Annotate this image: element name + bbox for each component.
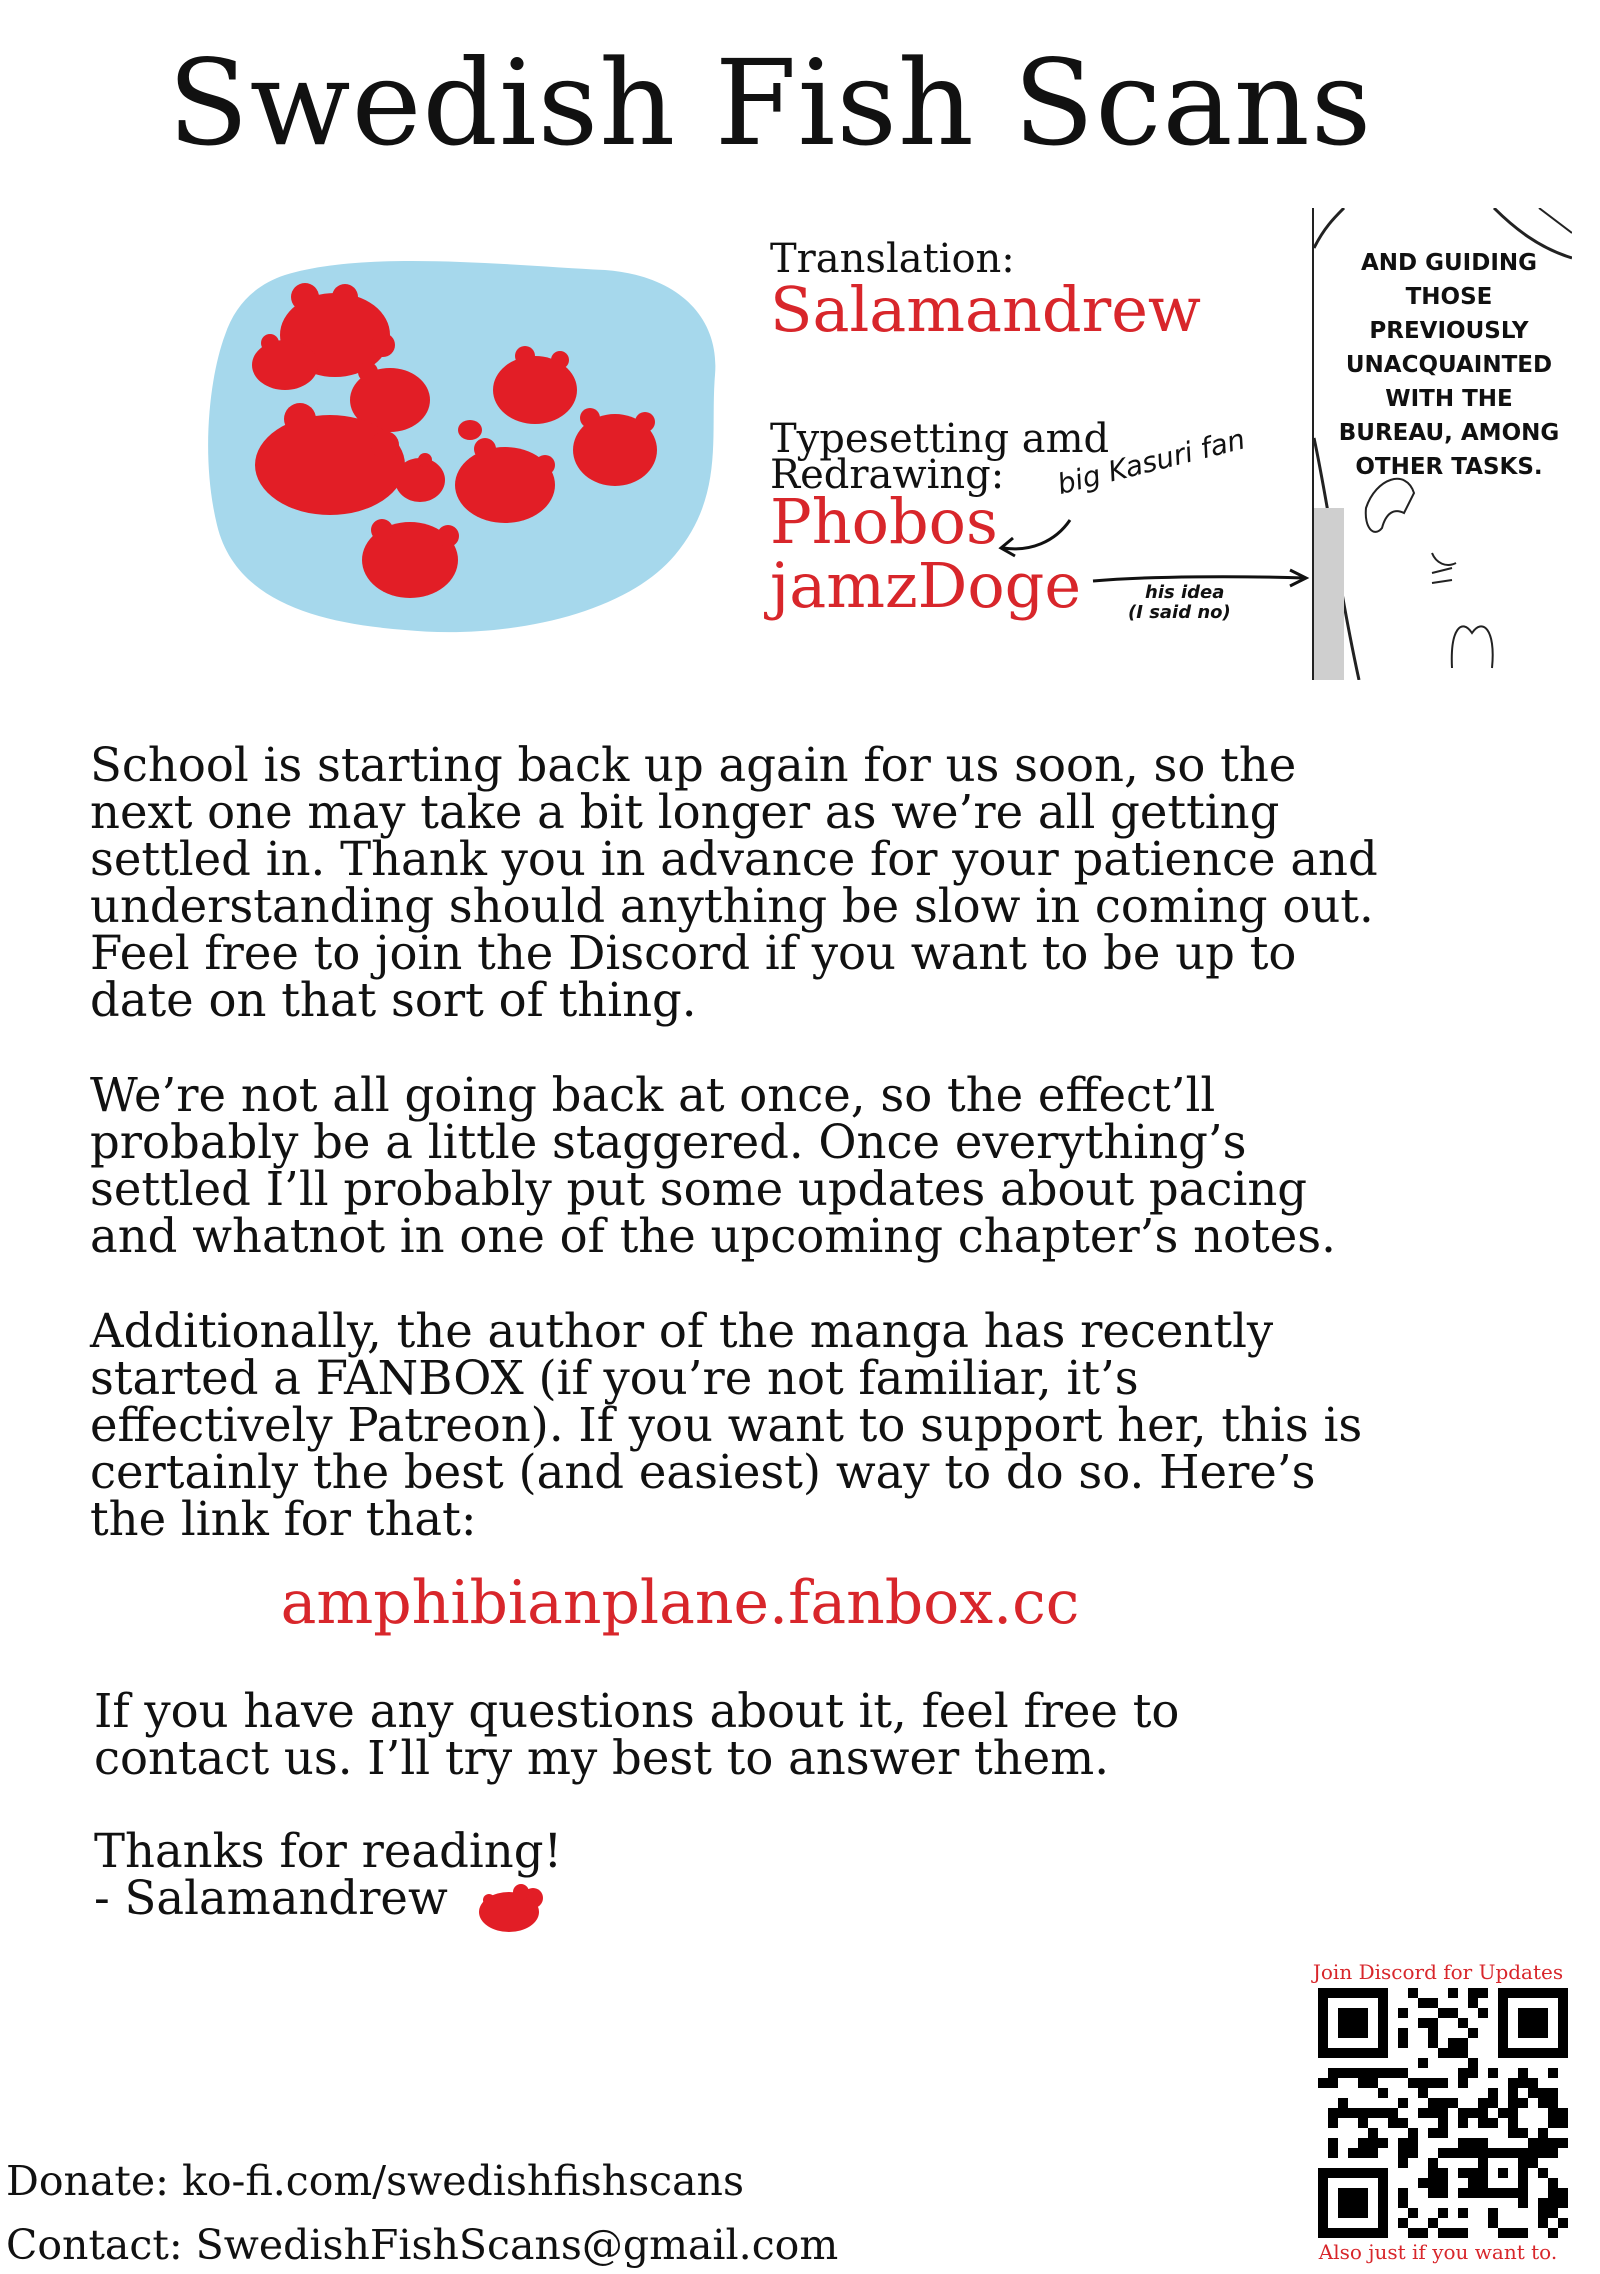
qr-module bbox=[1368, 2068, 1378, 2078]
body-line: Feel free to join the Discord if you want to be up to bbox=[90, 926, 1297, 980]
qr-module bbox=[1458, 2168, 1468, 2178]
qr-module bbox=[1438, 2148, 1448, 2158]
qr-module bbox=[1418, 2228, 1428, 2238]
qr-module bbox=[1418, 2088, 1428, 2098]
qr-module bbox=[1418, 2058, 1428, 2068]
qr-caption-top: Join Discord for Updates bbox=[1312, 1960, 1564, 1984]
qr-module bbox=[1438, 2178, 1448, 2188]
body-line: settled in. Thank you in advance for your patience and bbox=[90, 832, 1378, 886]
qr-module bbox=[1418, 2108, 1428, 2118]
qr-module bbox=[1378, 2138, 1388, 2148]
qr-module bbox=[1408, 1988, 1418, 1998]
qr-module bbox=[1478, 1988, 1488, 1998]
contact-line[interactable]: Contact: SwedishFishScans@gmail.com bbox=[6, 2221, 839, 2269]
qr-module bbox=[1428, 2188, 1438, 2198]
qr-module bbox=[1508, 2128, 1518, 2138]
typesetter-name-phobos: Phobos bbox=[770, 485, 998, 558]
qr-module bbox=[1518, 2098, 1528, 2108]
qr-module bbox=[1468, 2178, 1478, 2188]
qr-module bbox=[1418, 2178, 1428, 2188]
qr-module bbox=[1458, 2138, 1468, 2148]
qr-module bbox=[1458, 2188, 1468, 2198]
qr-module bbox=[1558, 2198, 1568, 2208]
qr-module bbox=[1478, 2098, 1488, 2108]
qr-module bbox=[1508, 2078, 1518, 2088]
qr-module bbox=[1488, 2088, 1498, 2098]
qr-module bbox=[1428, 2028, 1438, 2038]
qr-module bbox=[1438, 2078, 1448, 2088]
body-line: started a FANBOX (if you’re not familiar, it’s bbox=[90, 1351, 1139, 1405]
qr-module bbox=[1558, 2138, 1568, 2148]
qr-module bbox=[1468, 1998, 1478, 2008]
qr-module bbox=[1518, 2008, 1548, 2038]
qr-module bbox=[1408, 2128, 1418, 2138]
manga-speech-line: PREVIOUSLY bbox=[1369, 318, 1529, 344]
qr-module bbox=[1338, 2188, 1368, 2218]
body-line: effectively Patreon). If you want to support her, this is bbox=[90, 1398, 1363, 1452]
qr-module bbox=[1468, 2148, 1478, 2158]
qr-module bbox=[1368, 2108, 1378, 2118]
qr-module bbox=[1428, 2218, 1438, 2228]
qr-module bbox=[1458, 2208, 1468, 2218]
qr-module bbox=[1408, 2228, 1418, 2238]
body-line: Additionally, the author of the manga has recently bbox=[90, 1304, 1274, 1358]
qr-module bbox=[1398, 2038, 1408, 2048]
arrow-icon bbox=[995, 512, 1075, 562]
note-jamz-line2: (I said no) bbox=[1128, 602, 1231, 623]
qr-module bbox=[1348, 2148, 1358, 2158]
qr-module bbox=[1328, 2138, 1338, 2148]
qr-module bbox=[1508, 2108, 1518, 2118]
body-line: probably be a little staggered. Once everything’s bbox=[90, 1115, 1247, 1169]
qr-module bbox=[1488, 2068, 1498, 2078]
note-phobos: big Kasuri fan bbox=[1054, 422, 1249, 501]
qr-module bbox=[1548, 2198, 1558, 2208]
qr-module bbox=[1478, 2008, 1488, 2018]
qr-module bbox=[1538, 2088, 1548, 2098]
qr-module bbox=[1538, 2198, 1548, 2208]
qr-module bbox=[1498, 2108, 1508, 2118]
manga-speech-text bbox=[1326, 246, 1572, 484]
qr-module bbox=[1508, 2098, 1518, 2108]
qr-module bbox=[1328, 2108, 1338, 2118]
qr-module bbox=[1528, 2148, 1538, 2158]
qr-module bbox=[1428, 2018, 1438, 2028]
qr-module bbox=[1398, 2198, 1408, 2208]
qr-module bbox=[1438, 2118, 1448, 2128]
qr-module bbox=[1338, 2068, 1348, 2078]
qr-module bbox=[1478, 2118, 1488, 2128]
qr-module bbox=[1428, 2098, 1438, 2108]
qr-module bbox=[1398, 2138, 1408, 2148]
body-line: and whatnot in one of the upcoming chapter’s notes. bbox=[90, 1209, 1336, 1263]
qr-module bbox=[1358, 2108, 1368, 2118]
qr-module bbox=[1408, 2078, 1418, 2088]
manga-speech-line: THOSE bbox=[1405, 284, 1493, 310]
qr-module bbox=[1398, 2118, 1408, 2128]
manga-speech-line: UNACQUAINTED bbox=[1345, 352, 1553, 378]
qr-module bbox=[1548, 2178, 1558, 2188]
qr-module bbox=[1488, 2208, 1498, 2218]
qr-module bbox=[1358, 2148, 1368, 2158]
qr-module bbox=[1398, 2008, 1408, 2018]
translation-label: Translation: bbox=[770, 236, 1015, 282]
qr-module bbox=[1398, 2068, 1408, 2078]
qr-caption-bottom: Also just if you want to. bbox=[1318, 2240, 1558, 2264]
qr-module bbox=[1458, 2108, 1468, 2118]
qr-module bbox=[1548, 2118, 1558, 2128]
body-paragraph-4 bbox=[94, 1684, 1534, 1785]
qr-module bbox=[1508, 2118, 1518, 2128]
qr-module bbox=[1558, 2118, 1568, 2128]
qr-module bbox=[1488, 2118, 1498, 2128]
qr-module bbox=[1468, 2068, 1478, 2078]
qr-module bbox=[1468, 2138, 1478, 2148]
qr-module bbox=[1358, 2078, 1368, 2088]
manga-panel bbox=[1312, 208, 1572, 680]
qr-module bbox=[1458, 2038, 1468, 2048]
fish-icon bbox=[475, 1882, 555, 1934]
qr-module bbox=[1428, 2158, 1438, 2168]
qr-module bbox=[1528, 2138, 1538, 2148]
qr-module bbox=[1538, 2138, 1548, 2148]
body-line: next one may take a bit longer as we’re all getting bbox=[90, 785, 1280, 839]
qr-module bbox=[1538, 2128, 1548, 2138]
fish bbox=[573, 408, 657, 486]
body-line: certainly the best (and easiest) way to do so. Here’s bbox=[90, 1445, 1316, 1499]
qr-module bbox=[1488, 2098, 1498, 2108]
qr-module bbox=[1408, 2148, 1418, 2158]
donate-line[interactable]: Donate: ko-fi.com/swedishfishscans bbox=[6, 2157, 744, 2205]
qr-module bbox=[1438, 2188, 1448, 2198]
qr-module bbox=[1548, 2138, 1558, 2148]
signoff-line: - Salamandrew bbox=[94, 1871, 448, 1925]
body-line: understanding should anything be slow in coming out. bbox=[90, 879, 1374, 933]
qr-module bbox=[1558, 2108, 1568, 2118]
body-paragraph-3 bbox=[90, 1304, 1530, 1546]
typesetting-label-line2: Redrawing: bbox=[770, 452, 1005, 498]
qr-module bbox=[1448, 1988, 1458, 1998]
qr-module bbox=[1398, 2188, 1408, 2198]
qr-module bbox=[1388, 2068, 1398, 2078]
qr-module bbox=[1428, 2178, 1438, 2188]
qr-module bbox=[1358, 2138, 1368, 2148]
qr-module bbox=[1488, 2218, 1498, 2228]
qr-module bbox=[1458, 2228, 1468, 2238]
qr-module bbox=[1338, 2098, 1348, 2108]
qr-module bbox=[1478, 2108, 1488, 2118]
qr-module bbox=[1428, 2108, 1438, 2118]
body-line: date on that sort of thing. bbox=[90, 973, 697, 1027]
qr-module bbox=[1378, 2088, 1388, 2098]
qr-module bbox=[1478, 2138, 1488, 2148]
qr-module bbox=[1458, 2148, 1468, 2158]
qr-module bbox=[1558, 2218, 1568, 2228]
qr-module bbox=[1518, 2198, 1528, 2208]
body-paragraph-2 bbox=[90, 1068, 1530, 1263]
fish-pond-illustration bbox=[205, 255, 725, 645]
qr-module bbox=[1428, 2128, 1438, 2138]
qr-module bbox=[1408, 2138, 1418, 2148]
qr-module bbox=[1428, 2038, 1438, 2048]
qr-module bbox=[1518, 2078, 1528, 2088]
qr-module bbox=[1548, 2148, 1558, 2158]
qr-module bbox=[1358, 2068, 1368, 2078]
qr-module bbox=[1318, 2078, 1328, 2088]
qr-module bbox=[1438, 2228, 1448, 2238]
qr-module bbox=[1468, 2028, 1478, 2038]
qr-module bbox=[1448, 2048, 1458, 2058]
qr-module bbox=[1548, 2208, 1558, 2218]
signoff bbox=[94, 1824, 1534, 1925]
qr-module bbox=[1428, 2168, 1438, 2178]
qr-module bbox=[1378, 2108, 1388, 2118]
qr-module bbox=[1398, 2098, 1408, 2108]
qr-module bbox=[1538, 2208, 1548, 2218]
body-line: We’re not all going back at once, so the effect’ll bbox=[90, 1068, 1216, 1122]
qr-module bbox=[1358, 2118, 1368, 2128]
qr-module bbox=[1548, 2228, 1558, 2238]
qr-module bbox=[1428, 2078, 1438, 2088]
qr-module bbox=[1428, 1998, 1438, 2008]
qr-module bbox=[1378, 2068, 1388, 2078]
qr-module bbox=[1458, 2068, 1468, 2078]
qr-module bbox=[1438, 2128, 1448, 2138]
qr-module bbox=[1418, 2078, 1428, 2088]
qr-module bbox=[1458, 2118, 1468, 2128]
body-line: settled I’ll probably put some updates about pacing bbox=[90, 1162, 1308, 1216]
qr-module bbox=[1538, 2218, 1548, 2228]
qr-module bbox=[1418, 1998, 1428, 2008]
qr-module bbox=[1328, 2078, 1338, 2088]
qr-module bbox=[1438, 2008, 1448, 2018]
qr-module bbox=[1458, 2018, 1468, 2028]
fanbox-link[interactable]: amphibianplane.fanbox.cc bbox=[280, 1568, 1080, 1638]
qr-module bbox=[1528, 2078, 1538, 2088]
qr-module bbox=[1368, 2148, 1378, 2158]
qr-module bbox=[1468, 1988, 1478, 1998]
qr-module bbox=[1548, 2098, 1558, 2108]
qr-module bbox=[1558, 2188, 1568, 2198]
page-title: Swedish Fish Scans bbox=[167, 34, 1373, 172]
qr-module bbox=[1518, 2068, 1528, 2078]
body-line: If you have any questions about it, feel free to bbox=[94, 1684, 1180, 1738]
signoff-line: Thanks for reading! bbox=[94, 1824, 563, 1878]
qr-module bbox=[1458, 2048, 1468, 2058]
qr-module bbox=[1348, 2108, 1358, 2118]
qr-module bbox=[1438, 2108, 1448, 2118]
qr-module bbox=[1538, 2168, 1548, 2178]
qr-module bbox=[1398, 2218, 1408, 2228]
qr-module bbox=[1328, 2148, 1338, 2158]
qr-module bbox=[1388, 2118, 1398, 2128]
qr-module bbox=[1448, 2038, 1458, 2048]
qr-module bbox=[1388, 2108, 1398, 2118]
body-line: contact us. I’ll try my best to answer them. bbox=[94, 1731, 1110, 1785]
qr-module bbox=[1518, 2128, 1528, 2138]
qr-module bbox=[1368, 2138, 1378, 2148]
manga-speech-line: WITH THE bbox=[1385, 386, 1513, 412]
qr-module bbox=[1538, 2098, 1548, 2108]
qr-module bbox=[1468, 2188, 1478, 2198]
qr-module bbox=[1528, 2158, 1538, 2168]
qr-module bbox=[1328, 2068, 1338, 2078]
qr-module bbox=[1468, 2168, 1478, 2178]
typesetter-name-jamzdoge: jamzDoge bbox=[770, 549, 1082, 622]
qr-module bbox=[1518, 2228, 1528, 2238]
fish bbox=[458, 420, 482, 440]
qr-module bbox=[1498, 2228, 1508, 2238]
qr-module bbox=[1438, 2168, 1448, 2178]
qr-module bbox=[1338, 2008, 1368, 2038]
qr-module bbox=[1338, 2108, 1348, 2118]
qr-module bbox=[1448, 2148, 1458, 2158]
translator-name: Salamandrew bbox=[770, 273, 1202, 346]
qr-module bbox=[1328, 2118, 1338, 2128]
qr-module bbox=[1468, 2108, 1478, 2118]
qr-module bbox=[1448, 2228, 1458, 2238]
qr-module bbox=[1498, 2168, 1508, 2178]
qr-module bbox=[1368, 2128, 1378, 2138]
qr-module bbox=[1448, 2098, 1458, 2108]
qr-module bbox=[1538, 2148, 1548, 2158]
body-paragraph-1 bbox=[90, 738, 1530, 1027]
body-line: School is starting back up again for us soon, so the bbox=[90, 738, 1297, 792]
qr-module bbox=[1408, 2208, 1418, 2218]
qr-module bbox=[1368, 2078, 1378, 2088]
manga-speech-line: BUREAU, AMONG bbox=[1338, 420, 1560, 446]
qr-module bbox=[1398, 2158, 1408, 2168]
note-jamz-line1: his idea bbox=[1145, 582, 1225, 603]
typesetting-label-line1: Typesetting amd bbox=[770, 416, 1110, 462]
qr-module bbox=[1348, 2068, 1358, 2078]
qr-module bbox=[1438, 2098, 1448, 2108]
qr-module bbox=[1548, 2188, 1558, 2198]
manga-speech-line: AND GUIDING bbox=[1360, 250, 1538, 276]
body-line: the link for that: bbox=[90, 1492, 477, 1546]
fish bbox=[362, 519, 459, 598]
qr-module bbox=[1438, 2048, 1448, 2058]
qr-module bbox=[1548, 2088, 1558, 2098]
manga-speech-line: OTHER TASKS. bbox=[1355, 454, 1543, 480]
qr-module bbox=[1418, 2018, 1428, 2028]
qr-module bbox=[1438, 2208, 1448, 2218]
qr-module bbox=[1398, 2148, 1408, 2158]
qr-module bbox=[1528, 2088, 1538, 2098]
qr-module bbox=[1398, 2028, 1408, 2038]
qr-module bbox=[1548, 2108, 1558, 2118]
qr-module bbox=[1508, 2228, 1518, 2238]
qr-module bbox=[1448, 2008, 1458, 2018]
qr-module bbox=[1468, 2058, 1478, 2068]
qr-module bbox=[1508, 2088, 1518, 2098]
qr-module bbox=[1458, 2078, 1468, 2088]
discord-qr-code[interactable] bbox=[1318, 1988, 1568, 2238]
qr-module bbox=[1548, 2068, 1558, 2078]
